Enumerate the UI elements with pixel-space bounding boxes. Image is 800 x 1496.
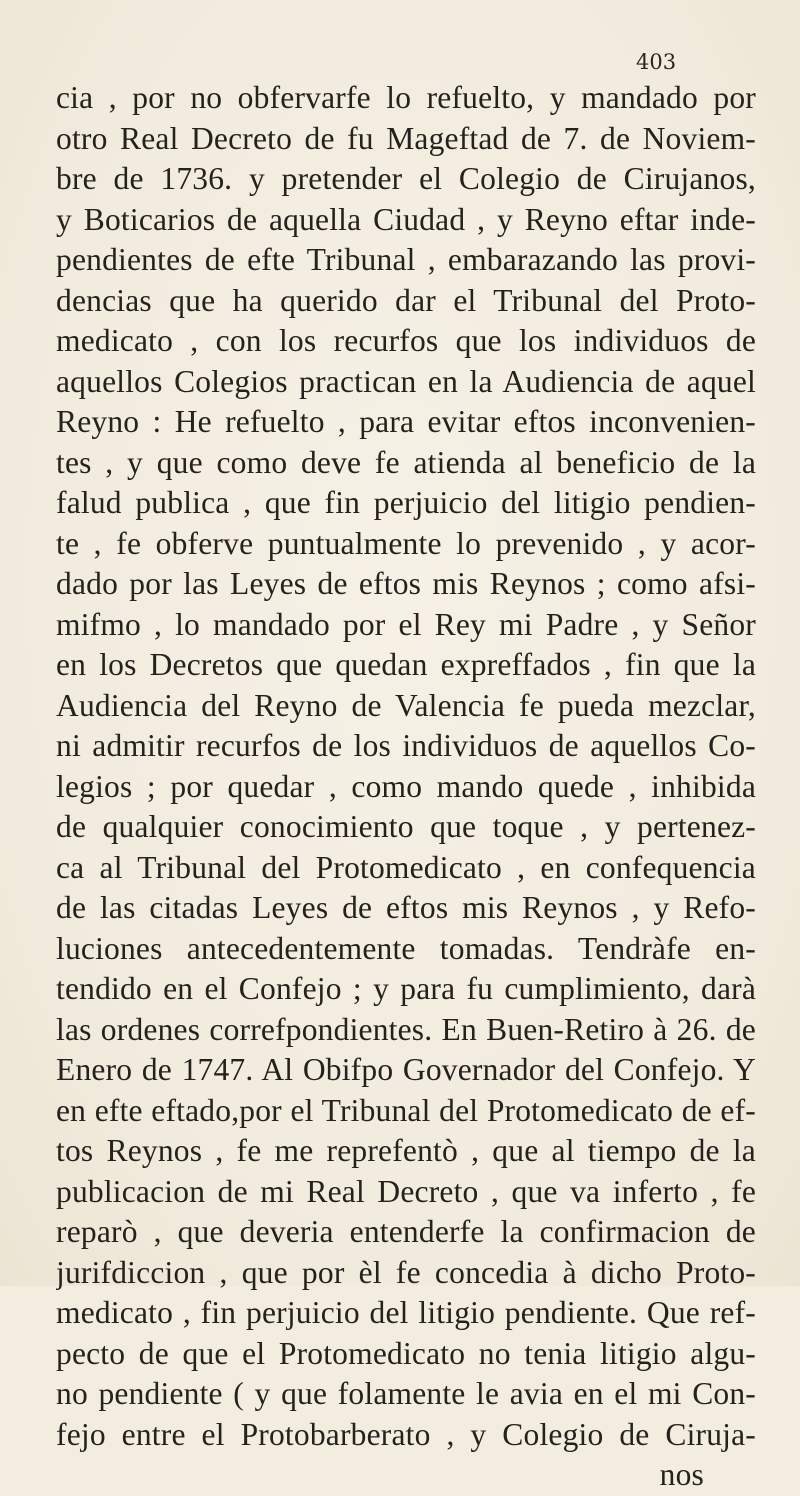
text-line: tendido en el Confejo ; y para fu cumplimiento, darà — [56, 971, 756, 1006]
text-line: medicato , con los recurfos que los individuos de — [56, 323, 756, 358]
text-line: cia , por no obfervarfe lo refuelto, y mandado por — [56, 80, 756, 115]
body-text — [56, 78, 756, 1496]
text-line: otro Real Decreto de fu Mageftad de 7. de Noviem- — [56, 120, 756, 156]
page-number: 403 — [636, 50, 677, 74]
text-line: jurifdiccion , que por èl fe concedia à dicho Proto- — [56, 1254, 756, 1290]
text-line: las ordenes correfpondientes. En Buen-Retiro à 26. de — [56, 1011, 756, 1047]
text-line: medicato , fin perjuicio del litigio pendiente. Que ref- — [56, 1295, 756, 1330]
text-line: Reyno : He refuelto , para evitar eftos inconvenien- — [56, 404, 756, 439]
text-line: de las citadas Leyes de eftos mis Reynos , y Refo- — [56, 890, 756, 925]
text-line: tes , y que como deve fe atienda al beneficio de la — [56, 444, 756, 480]
text-line: aquellos Colegios practican en la Audiencia de aquel — [56, 363, 756, 399]
text-line: y Boticarios de aquella Ciudad , y Reyno eftar inde- — [56, 201, 756, 237]
text-line: luciones antecedentemente tomadas. Tendràfe en- — [56, 930, 756, 966]
text-line: tos Reynos , fe me reprefentò , que al tiempo de la — [56, 1133, 756, 1168]
text-line: en los Decretos que quedan expreffados , fin que la — [56, 647, 756, 682]
text-line: bre de 1736. y pretender el Colegio de Cirujanos, — [56, 161, 756, 196]
text-line: pecto de que el Protomedicato no tenia litigio algu- — [56, 1335, 756, 1371]
text-line: mifmo , lo mandado por el Rey mi Padre , y Señor — [56, 606, 756, 642]
text-line: pendientes de efte Tribunal , embarazando las provi- — [56, 242, 756, 277]
text-line: dencias que ha querido dar el Tribunal del Proto- — [56, 282, 756, 318]
text-line: te , fe obferve puntualmente lo prevenido , y acor- — [56, 525, 756, 561]
text-line: publicacion de mi Real Decreto , que va inferto , fe — [56, 1173, 756, 1209]
text-line: ni admitir recurfos de los individuos de aquellos Co- — [56, 728, 756, 763]
text-line: en efte eftado,por el Tribunal del Protomedicato de ef- — [56, 1092, 756, 1128]
text-line: Audiencia del Reyno de Valencia fe pueda mezclar, — [56, 687, 756, 723]
text-line: ca al Tribunal del Protomedicato , en confequencia — [56, 849, 756, 885]
text-line: de qualquier conocimiento que toque , y pertenez- — [56, 809, 756, 844]
text-line: dado por las Leyes de eftos mis Reynos ; como afsi- — [56, 566, 756, 601]
text-line: Enero de 1747. Al Obifpo Governador del Confejo. Y — [56, 1052, 756, 1087]
text-line: legios ; por quedar , como mando quede , inhibida — [56, 768, 756, 804]
text-line: reparò , que deveria entenderfe la confirmacion de — [56, 1214, 756, 1249]
catchword: nos — [659, 1457, 704, 1492]
text-line: no pendiente ( y que folamente le avia en el mi Con- — [56, 1376, 756, 1411]
text-line: falud publica , que fin perjuicio del litigio pendien- — [56, 485, 756, 520]
text-line: fejo entre el Protobarberato , y Colegio de Ciruja- — [56, 1416, 756, 1452]
